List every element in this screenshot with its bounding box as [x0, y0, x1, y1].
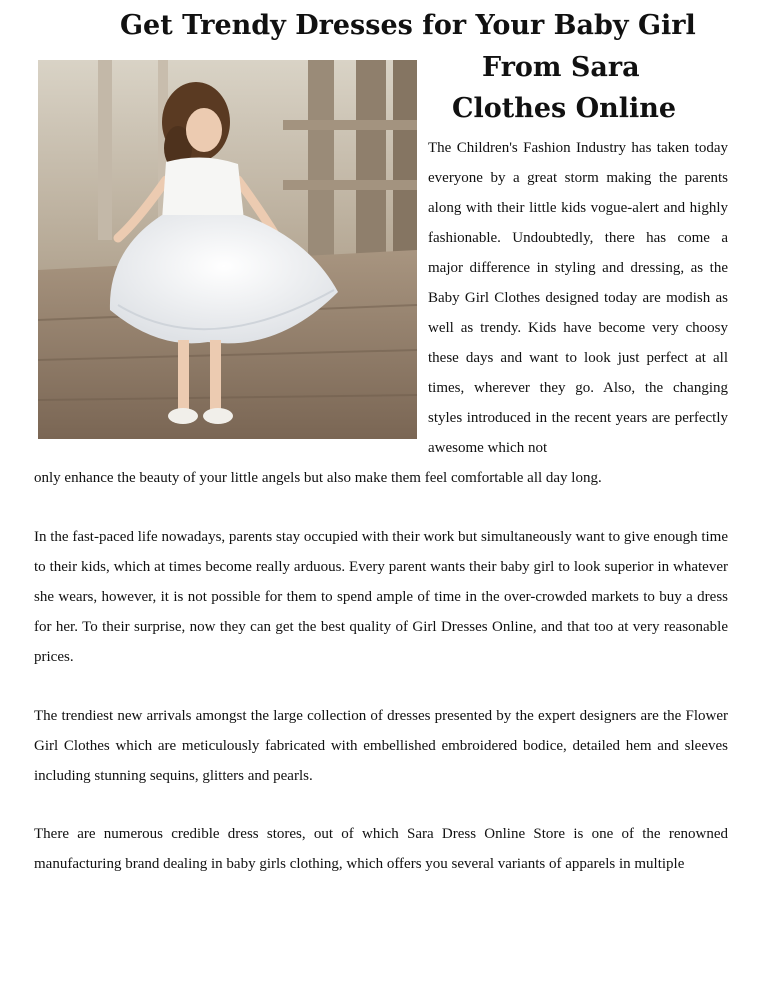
- paragraph-busy-parents: In the fast-paced life nowadays, parents stay occupied with their work but simultaneously want to give enough time to their kids, which at times become really arduous. Every parent wants their baby girl to look superior in whatever she wears, however, it is not possible for them to spend ample of time in the over-crowded markets to buy a dress for her. To their surprise, now they can get the best quality of Girl Dresses Online, and that too at very reasonable prices.: [34, 529, 728, 665]
- page-title-line-3: Clothes Online: [452, 93, 677, 124]
- intro-paragraph-wrap: The Children's Fashion Industry has taken today everyone by a great storm making the parents along with their little kids vogue-alert and highly fashionable. Undoubtedly, there has come a major difference in styling and dressing, as the Baby Girl Clothes designed today are modish as well as trendy. Kids have become very choosy these days and want to look just perfect at all times, wherever they go. Also, the changing styles introduced in the recent years are perfectly awesome which not: [428, 140, 728, 456]
- page-title-line-1: Get Trendy Dresses for Your Baby Girl: [120, 10, 696, 41]
- intro-paragraph-continuation: only enhance the beauty of your little angels but also make them feel comfortable all day long.: [34, 470, 602, 486]
- page-title-line-2: From Sara: [482, 52, 640, 83]
- paragraph-dress-stores: There are numerous credible dress stores, out of which Sara Dress Online Store is one of the renowned manufacturing brand dealing in baby girls clothing, which offers you several variants of apparels in multiple: [34, 826, 728, 872]
- paragraph-new-arrivals: The trendiest new arrivals amongst the large collection of dresses presented by the expert designers are the Flower Girl Clothes which are meticulously fabricated with embellished embroidered bodice, detailed hem and sleeves including stunning sequins, glitters and pearls.: [34, 708, 728, 784]
- photo-girl-in-white-dress-icon: [38, 60, 417, 439]
- girl-dress-photo: [38, 60, 417, 439]
